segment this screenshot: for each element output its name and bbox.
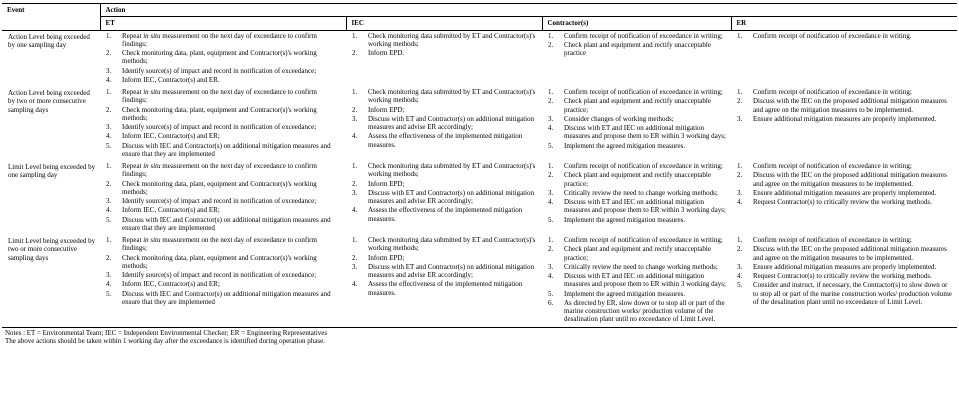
event-action-plan-table [2, 3, 957, 328]
iec-actions-cell [346, 161, 542, 235]
er-actions-cell [731, 87, 957, 161]
action-item: Check monitoring data, plant, equipment and Contractor(s)'s working methods; [122, 49, 317, 66]
action-item: Discuss with ET and IEC on additional mitigation measures and propose them to ER within 3 working days; [564, 124, 726, 141]
table-header [2, 4, 957, 31]
action-list [547, 236, 727, 324]
action-list [105, 162, 342, 232]
action-item: Assess the effectiveness of the implemented mitigation measures. [368, 132, 523, 149]
iec-actions-cell [346, 235, 542, 327]
event-cell: Action Level being exceeded by one sampling day [8, 32, 90, 49]
action-item: Ensure additional mitigation measures are properly implemented. [753, 114, 937, 123]
action-item: Discuss with ET and IEC on additional mitigation measures and propose them to ER within 3 working days; [564, 198, 726, 215]
action-item: Discuss with ET and Contractor(s) on additional mitigation measures and advise ER accordingly; [368, 262, 535, 279]
contractor-actions-cell [542, 87, 731, 161]
action-item: Repeat in situ measurement on the next day of exceedance to confirm findings; [122, 236, 317, 253]
notes-timing: The above actions should be taken within 1 working day after the exceedance is identified during operation phase. [5, 336, 325, 345]
action-list [736, 236, 953, 306]
action-item: Inform IEC, Contractor(s) and ER; [122, 206, 220, 215]
table-row [2, 235, 957, 327]
action-table-body [2, 30, 957, 327]
action-item: Check monitoring data submitted by ET and Contractor(s)'s working methods; [368, 31, 536, 48]
action-item: Critically review the need to change working methods; [564, 262, 718, 271]
action-item: Implement the agreed mitigation measures. [564, 289, 686, 298]
action-item: Check monitoring data submitted by ET and Contractor(s)'s working methods; [368, 236, 536, 253]
action-list [105, 32, 342, 85]
et-actions-cell [100, 30, 346, 87]
action-item: Check monitoring data submitted by ET and Contractor(s)'s working methods; [368, 162, 536, 179]
action-item: Check plant and equipment and rectify unacceptable practice; [564, 245, 711, 262]
action-item: Identify source(s) of impact and record in notification of exceedance; [122, 123, 317, 131]
action-item: Discuss with the IEC on the proposed additional mitigation measures and agree on the mitigation measures to be implemented. [753, 171, 947, 188]
action-item: Discuss with ET and IEC on additional mitigation measures and propose them to ER within 3 working days; [564, 272, 726, 289]
column-header-er: ER [731, 17, 957, 30]
action-list [547, 162, 727, 224]
column-header-iec: IEC [346, 17, 542, 30]
event-cell: Action Level being exceeded by two or more consecutive sampling days [8, 89, 90, 114]
event-cell: Limit Level being exceeded by two or more consecutive sampling days [8, 237, 96, 262]
action-item: Assess the effectiveness of the implemented mitigation measures. [368, 206, 523, 223]
action-item: Confirm receipt of notification of exceedance in writing; [753, 162, 912, 170]
action-item: Inform EPD; [368, 179, 405, 188]
iec-actions-cell [346, 30, 542, 87]
action-item: Identify source(s) of impact and record in notification of exceedance; [122, 271, 317, 279]
action-list [105, 236, 342, 306]
et-actions-cell [100, 87, 346, 161]
action-item: Check monitoring data, plant, equipment and Contractor(s)'s working methods; [122, 105, 317, 122]
et-actions-cell [100, 161, 346, 235]
action-item: Confirm receipt of notification of exceedance in writing; [564, 236, 723, 244]
action-item: Request Contractor(s) to critically review the working methods. [753, 198, 932, 206]
action-item: Identify source(s) of impact and record in notification of exceedance; [122, 66, 317, 75]
table-row [2, 161, 957, 235]
action-item: Confirm receipt of notification of exceedance in writing; [753, 88, 912, 96]
action-item: Critically review the need to change working methods; [564, 188, 718, 197]
action-item: Consider and instruct, if necessary, the Contractor(s) to slow down or to stop all or part of the marine construction works/ production volume of the desalination plant until no exceedance of Limit Level. [753, 281, 952, 306]
er-actions-cell [731, 235, 957, 327]
action-item: Check plant and equipment and rectify unacceptable practice [564, 40, 711, 57]
action-item: Implement the agreed mitigation measures. [564, 215, 686, 224]
action-list [547, 32, 727, 58]
action-item: Check plant and equipment and rectify unacceptable practice; [564, 97, 711, 114]
action-item: Check plant and equipment and rectify unacceptable practice; [564, 171, 711, 188]
action-item: Check monitoring data, plant, equipment and Contractor(s)'s working methods; [122, 253, 317, 270]
action-item: Confirm receipt of notification of exceedance in writing; [564, 88, 723, 96]
table-row [2, 30, 957, 87]
action-item: Discuss with IEC and Contractor(s) on additional mitigation measures and ensure that they are implemented [122, 141, 331, 158]
action-list [351, 32, 538, 58]
column-header-event: Event [2, 4, 100, 31]
action-item: Discuss with IEC and Contractor(s) on additional mitigation measures and ensure that they are implemented [122, 215, 331, 232]
action-item: Discuss with the IEC on the proposed additional mitigation measures and agree on the mitigation measures to be implemented. [753, 97, 947, 114]
action-item: Consider changes of working methods; [564, 114, 674, 123]
action-item: Inform EPD; [368, 105, 405, 114]
action-list [736, 162, 953, 206]
action-list [547, 88, 727, 150]
column-header-et: ET [100, 17, 346, 30]
action-item: Confirm receipt of notification of exceedance in writing; [753, 236, 912, 244]
action-item: Ensure additional mitigation measures are properly implemented. [753, 188, 937, 197]
action-item: Check monitoring data submitted by ET and Contractor(s)'s working methods; [368, 88, 536, 105]
column-header-action: Action [100, 4, 957, 17]
action-item: Inform EPD. [368, 49, 405, 57]
action-item: Assess the effectiveness of the implemented mitigation measures. [368, 280, 523, 297]
action-item: Repeat in situ measurement on the next day of exceedance to confirm findings; [122, 162, 317, 179]
action-list [351, 162, 538, 223]
action-item: Inform IEC, Contractor(s) and ER; [122, 132, 220, 141]
er-actions-cell [731, 30, 957, 87]
header-row-parties [2, 17, 957, 30]
action-item: Request Contractor(s) to critically review the working methods. [753, 272, 932, 280]
et-actions-cell [100, 235, 346, 327]
contractor-actions-cell [542, 235, 731, 327]
action-item: Confirm receipt of notification of exceedance in writing; [564, 31, 723, 40]
action-list [351, 236, 538, 297]
column-header-contractor: Contractor(s) [542, 17, 731, 30]
action-item: Discuss with ET and Contractor(s) on additional mitigation measures and advise ER accordingly; [368, 188, 535, 205]
table-row [2, 87, 957, 161]
action-list [351, 88, 538, 149]
notes-abbreviations: Notes : ET = Environmental Team; IEC = Independent Environmental Checker; ER = Engineering Representatives [5, 328, 328, 337]
action-item: Implement the agreed mitigation measures. [564, 141, 686, 150]
er-actions-cell [731, 161, 957, 235]
iec-actions-cell [346, 87, 542, 161]
action-item: Identify source(s) of impact and record in notification of exceedance; [122, 197, 317, 205]
action-item: Inform IEC, Contractor(s) and ER; [122, 280, 220, 289]
action-list [736, 32, 953, 40]
action-item: Check monitoring data, plant, equipment and Contractor(s)'s working methods; [122, 179, 317, 196]
action-item: Discuss with IEC and Contractor(s) on additional mitigation measures and ensure that they are implemented [122, 289, 331, 306]
table-notes [2, 328, 957, 346]
action-item: As directed by ER, slow down or to stop all or part of the marine construction works/ production volume of the desalination plant until no exceedance of Limit Level. [564, 298, 725, 324]
action-item: Confirm receipt of notification of exceedance in writing. [753, 31, 912, 40]
action-item: Inform EPD; [368, 253, 405, 262]
contractor-actions-cell [542, 161, 731, 235]
action-item: Inform IEC, Contractor(s) and ER. [122, 75, 220, 84]
action-item: Confirm receipt of notification of exceedance in writing; [564, 162, 723, 170]
header-row-main [2, 4, 957, 17]
contractor-actions-cell [542, 30, 731, 87]
action-item: Discuss with the IEC on the proposed additional mitigation measures and agree on the mitigation measures to be implemented. [753, 245, 947, 262]
action-item: Repeat in situ measurement on the next day of exceedance to confirm findings; [122, 31, 317, 48]
event-cell: Limit Level being exceeded by one sampling day [8, 163, 96, 180]
action-list [105, 88, 342, 158]
action-list [736, 88, 953, 123]
action-item: Discuss with ET and Contractor(s) on additional mitigation measures and advise ER accordingly; [368, 114, 535, 131]
action-item: Repeat in situ measurement on the next day of exceedance to confirm findings; [122, 88, 317, 105]
action-item: Ensure additional mitigation measures are properly implemented. [753, 262, 937, 271]
